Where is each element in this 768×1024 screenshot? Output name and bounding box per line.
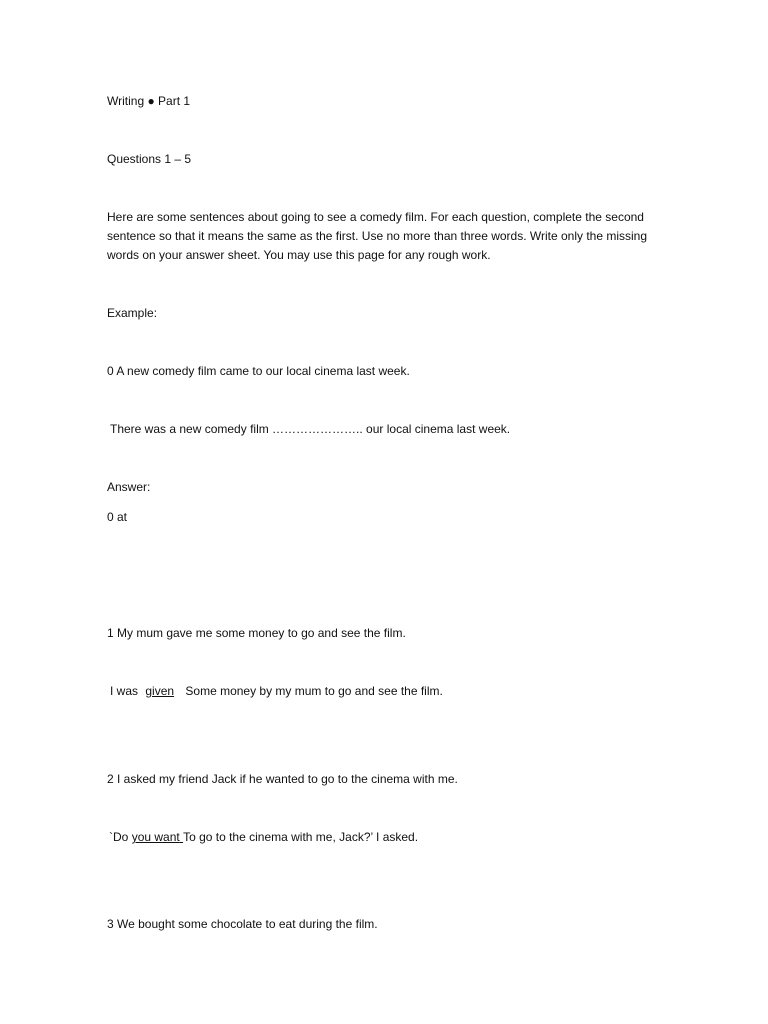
example-answer-label: Answer: — [107, 480, 151, 494]
question-2-rewrite-start: `Do — [109, 830, 129, 844]
question-1-rewrite — [110, 684, 443, 699]
question-3-original: 3 We bought some chocolate to eat during the film. — [107, 917, 378, 931]
question-1-rewrite-start: I was — [110, 684, 139, 698]
question-2-original: 2 I asked my friend Jack if he wanted to go to the cinema with me. — [107, 772, 458, 786]
question-1-rewrite-end: Some money by my mum to go and see the film. — [185, 684, 443, 698]
example-original-sentence: 0 A new comedy film came to our local cinema last week. — [107, 364, 410, 378]
questions-range: Questions 1 – 5 — [107, 152, 192, 166]
instructions: Here are some sentences about going to see a comedy film. For each question, complete the second sentence so that it means the same as the first. Use no more than three words. Write only the missing words on your answer sheet. You may use this page for any rough work. — [107, 210, 648, 262]
section-heading: Writing ● Part 1 — [107, 94, 191, 108]
question-1-answer: given — [145, 684, 175, 698]
example-answer: 0 at — [107, 510, 128, 524]
example-rewrite-sentence: There was a new comedy film ………………….. our local cinema last week. — [110, 422, 511, 436]
example-label: Example: — [107, 306, 158, 320]
question-2-rewrite-end: To go to the cinema with me, Jack?’ I asked. — [183, 830, 419, 844]
question-2-rewrite — [109, 830, 418, 845]
question-1-original: 1 My mum gave me some money to go and see the film. — [107, 626, 406, 640]
question-2-answer: you want — [131, 830, 180, 844]
